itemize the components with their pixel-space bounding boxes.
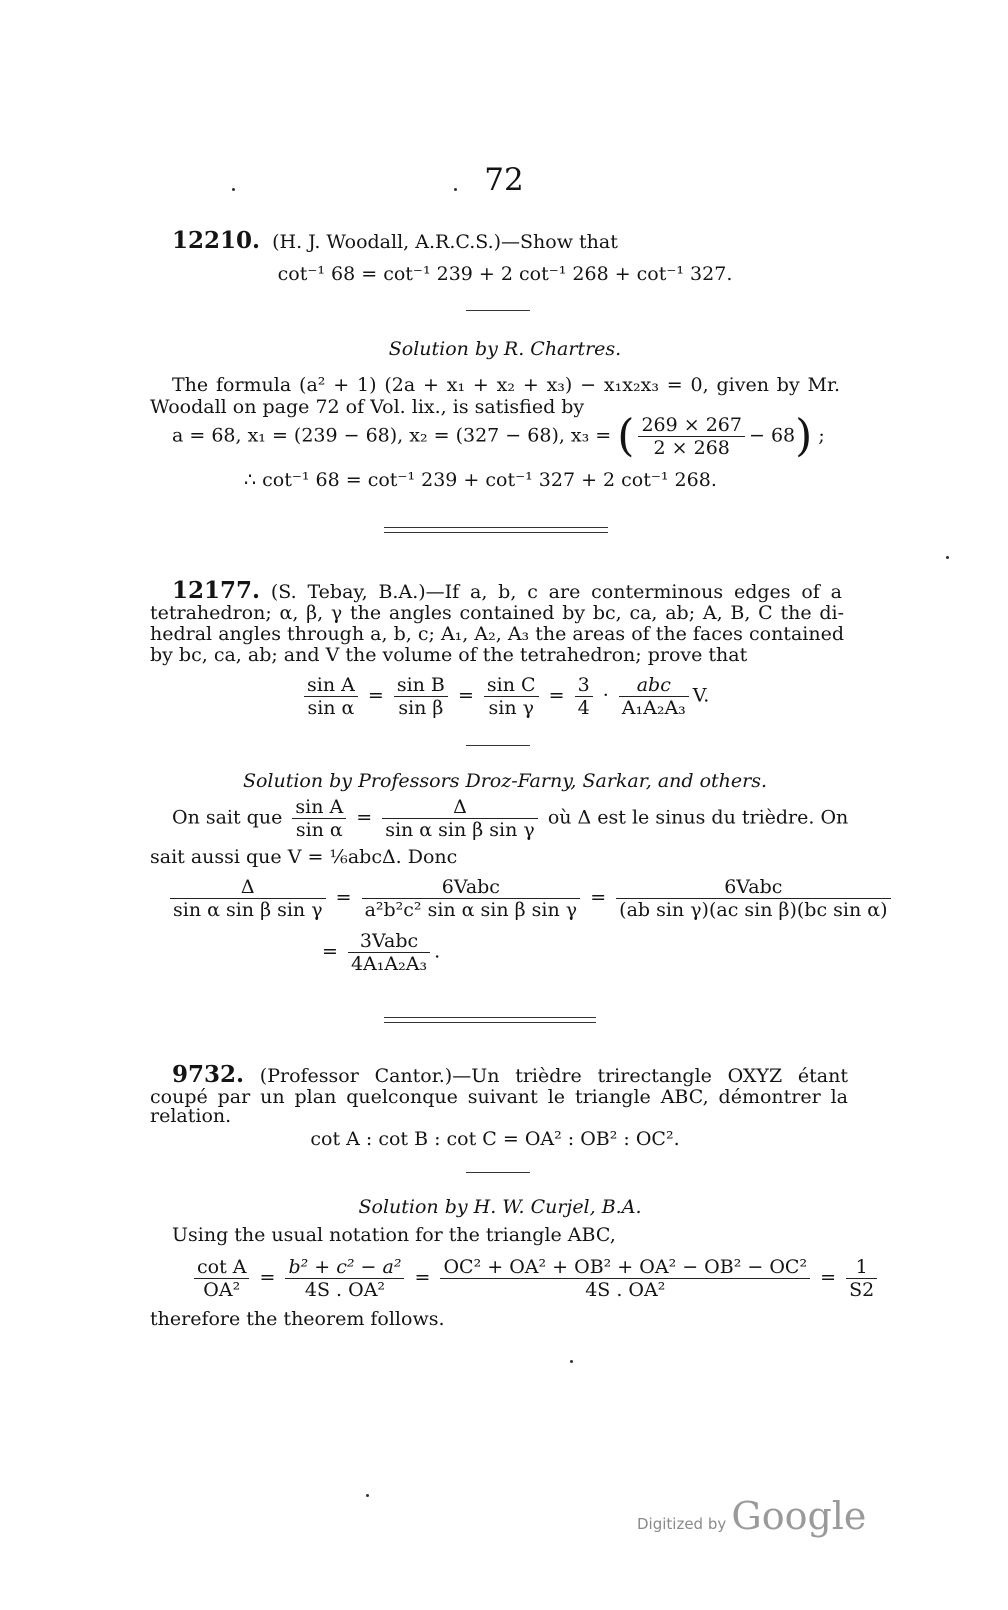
solution-heading: Solution by Professors Droz-Farny, Sarkar, and others.: [242, 770, 768, 792]
cotangent-derivation: $\frac{\text{cot A}}{\text{OA²}}$ = $\frac{\text{b² + c² − a²}}{\text{4S . OA²}}$ = $\frac{\text{OC² + OA² + OB² + OA² − OB² − OC²}}{\text{4S . OA²}}$ = $\frac{1}{S2}$: [190, 1256, 881, 1301]
solution-line: sait aussi que V = ⅙abcΔ. Donc: [150, 846, 458, 868]
short-rule: [466, 310, 530, 311]
problem-12177-line: hedral angles through a, b, c; A₁, A₂, A₃ the areas of the faces contained: [150, 623, 844, 645]
solution-heading: Solution by R. Chartres.: [388, 338, 622, 360]
speck: [454, 188, 457, 191]
tetrahedron-equation: $\frac{\text{sin A}}{\text{sin α}}$ = $\frac{\text{sin B}}{\text{sin β}}$ = $\frac{\text{sin C}}{\text{sin γ}}$ = $\frac{3}{4}$ · $\frac{\text{abc}}{\text{A₁A₂A₃}}$ V.: [300, 674, 709, 719]
solution-heading: Solution by H. W. Curjel, B.A.: [358, 1196, 642, 1218]
double-rule: [384, 1022, 596, 1023]
double-rule: [384, 1017, 596, 1018]
problem-number: 12177.: [172, 577, 261, 604]
problem-9732-line: relation.: [150, 1105, 232, 1127]
solution-text-line: Woodall on page 72 of Vol. lix., is satisfied by: [150, 396, 585, 418]
problem-proposer: (H. J. Woodall, A.R.C.S.)—Show that: [272, 231, 618, 253]
problem-9732-line: [172, 1061, 849, 1088]
problem-12210-statement: [172, 227, 618, 254]
page-number: 72: [484, 162, 524, 198]
short-rule: [466, 1172, 530, 1173]
double-rule: [384, 527, 608, 528]
google-watermark: [637, 1494, 866, 1538]
substitution-values: a = 68, x₁ = (239 − 68), x₂ = (327 − 68), x₃ =: [172, 424, 612, 447]
speck: [232, 188, 235, 191]
watermark-prefix: Digitized by: [637, 1515, 727, 1533]
solution-text-line: The formula (a² + 1) (2a + x₁ + x₂ + x₃) − x₁x₂x₃ = 0, given by Mr.: [172, 374, 840, 396]
short-rule: [466, 745, 530, 746]
problem-9732-line: coupé par un plan quelconque suivant le triangle ABC, démontrer la: [150, 1086, 848, 1108]
speck: [570, 1360, 573, 1363]
volume-derivation: $\frac{\Delta}{\text{sin α sin β sin γ}}$ = $\frac{\text{6Vabc}}{\text{a²b²c² sin α sin β sin γ}}$ = $\frac{\text{6Vabc}}{\text{(ab sin γ)(ac sin β)(bc sin α)}}$: [166, 876, 895, 921]
conclusion-equation: ∴ cot⁻¹ 68 = cot⁻¹ 239 + cot⁻¹ 327 + 2 cot⁻¹ 268.: [244, 469, 717, 491]
problem-text: (S. Tebay, B.A.)—If a, b, c are conterminous edges of a: [270, 581, 842, 603]
volume-result: = $\frac{\text{3Vabc}}{\text{4A₁A₂A₃}}$ .: [322, 930, 441, 975]
solution-line: Using the usual notation for the triangle ABC,: [172, 1224, 616, 1246]
problem-12177-line: by bc, ca, ab; and V the volume of the tetrahedron; prove that: [150, 644, 748, 666]
problem-12210-identity: cot⁻¹ 68 = cot⁻¹ 239 + 2 cot⁻¹ 268 + cot⁻¹ 327.: [277, 263, 733, 285]
problem-9732-statement: cot A : cot B : cot C = OA² : OB² : OC².: [310, 1128, 680, 1150]
problem-number: 9732.: [172, 1061, 245, 1088]
speck: [946, 556, 949, 559]
double-rule: [384, 532, 608, 533]
problem-12177-line: tetrahedron; α, β, γ the angles contained by bc, ca, ab; A, B, C the di-: [150, 602, 844, 624]
fraction: $\frac{269 \times 267}{2 \times 268}$: [638, 414, 745, 459]
speck: [366, 1494, 369, 1497]
problem-12177-line: [172, 577, 842, 604]
substitution-equation: a = 68, x₁ = (239 − 68), x₂ = (327 − 68), x₃ = ( $\frac{269 \times 267}{2 \times 268}$ − 68) ;: [172, 410, 825, 462]
problem-number: 12210.: [172, 227, 261, 254]
solution-line: On sait que $\frac{\text{sin A}}{\text{sin α}}$ = $\frac{\Delta}{\text{sin α sin β sin γ}}$ où Δ est le sinus du trièdre. On: [172, 796, 849, 841]
google-logo: Google: [731, 1494, 867, 1538]
problem-text: (Professor Cantor.)—Un trièdre trirectangle OXYZ étant: [259, 1065, 849, 1087]
solution-line: therefore the theorem follows.: [150, 1308, 445, 1330]
